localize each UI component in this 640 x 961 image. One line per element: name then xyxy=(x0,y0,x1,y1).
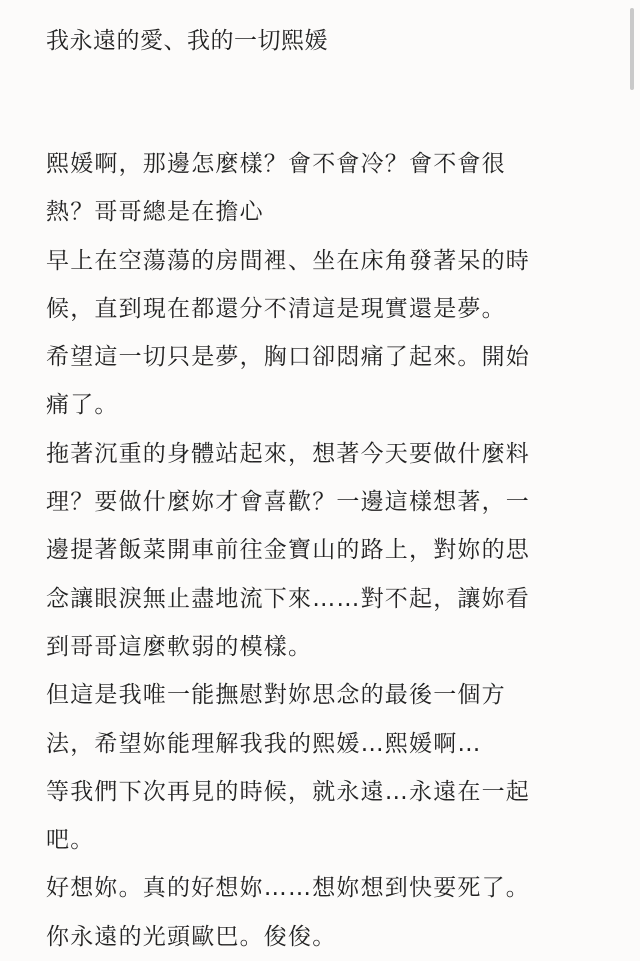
text-line: 理？要做什麼妳才會喜歡？一邊這樣想著，一 xyxy=(46,489,530,516)
text-line: 等我們下次再見的時候，就永遠…永遠在一起 xyxy=(46,778,530,805)
text-line: 拖著沉重的身體站起來，想著今天要做什麼料 xyxy=(46,440,530,467)
text-line: 到哥哥這麼軟弱的模樣。 xyxy=(46,633,313,660)
text-line: 早上在空蕩蕩的房間裡、坐在床角發著呆的時 xyxy=(46,247,530,274)
text-line: 熙媛啊，那邊怎麼樣？會不會冷？會不會很 xyxy=(46,151,506,177)
text-line: 你永遠的光頭歐巴。俊俊。 xyxy=(46,923,337,950)
text-line: 熱？哥哥總是在擔心 xyxy=(46,199,264,226)
text-line: 希望這一切只是夢，胸口卻悶痛了起來。開始 xyxy=(46,344,530,371)
scrollbar[interactable] xyxy=(630,8,634,90)
text-line: 吧。 xyxy=(46,827,95,854)
text-line: 好想妳。真的好想妳……想妳想到快要死了。 xyxy=(46,875,530,902)
text-line: 痛了。 xyxy=(46,392,119,419)
page-title: 我永遠的愛、我的一切熙媛 xyxy=(46,28,328,54)
text-line: 念讓眼淚無止盡地流下來……對不起，讓妳看 xyxy=(46,585,530,612)
text-line: 邊提著飯菜開車前往金寶山的路上，對妳的思 xyxy=(46,537,530,564)
text-line: 候，直到現在都還分不清這是現實還是夢。 xyxy=(46,295,506,322)
letter-body xyxy=(46,140,606,961)
text-line: 但這是我唯一能撫慰對妳思念的最後一個方 xyxy=(46,682,506,709)
text-line: 法，希望妳能理解我我的熙媛…熙媛啊… xyxy=(46,730,482,757)
